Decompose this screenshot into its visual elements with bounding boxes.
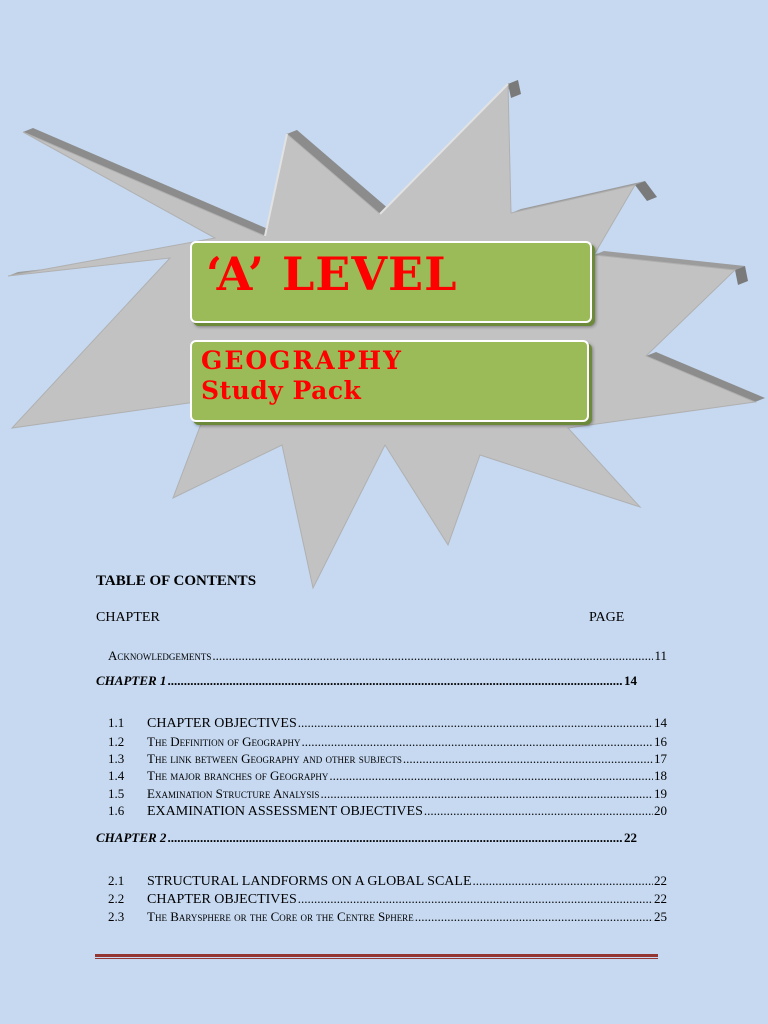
toc-entry-page: 17 — [654, 751, 667, 766]
toc-entry-label: STRUCTURAL LANDFORMS ON A GLOBAL SCALE — [147, 874, 472, 889]
toc-entry-label: Examination Structure Analysis — [147, 786, 320, 801]
toc-entry-label: The link between Geography and other subjects — [147, 751, 402, 766]
toc-entry-page: 20 — [654, 803, 667, 818]
toc-entry-number: 2.1 — [108, 873, 125, 888]
toc-entry-page: 19 — [654, 786, 667, 801]
toc-entry-label: CHAPTER OBJECTIVES — [147, 716, 297, 731]
toc-entry-label: CHAPTER OBJECTIVES — [147, 892, 297, 907]
dot-leader — [212, 648, 653, 664]
toc-entry-page: 14 — [654, 715, 667, 730]
footer-rule — [95, 954, 658, 957]
toc-entry-label: The Barysphere or the Core or the Centre Sphere — [147, 909, 414, 924]
toc-entry-label: EXAMINATION ASSESSMENT OBJECTIVES — [147, 804, 423, 819]
toc-chapter-page: 14 — [624, 673, 637, 688]
toc-entry-label: The Definition of Geography — [147, 734, 301, 749]
dot-leader — [298, 891, 653, 907]
toc-entry-number: 1.3 — [108, 751, 125, 766]
footer-rule-thin — [95, 958, 658, 959]
toc-entry-number: 1.6 — [108, 803, 125, 818]
toc-entry-page: 25 — [654, 909, 667, 924]
dot-leader — [329, 768, 653, 784]
column-header-chapter: CHAPTER — [96, 610, 160, 625]
toc-chapter-page: 22 — [624, 830, 637, 845]
toc-chapter-label: CHAPTER 2 — [96, 830, 167, 845]
toc-entry-number: 2.3 — [108, 909, 125, 924]
toc-entry-number: 1.4 — [108, 768, 125, 783]
toc-chapter-2[interactable] — [96, 830, 637, 846]
dot-leader — [424, 803, 653, 819]
toc-entry-1-2[interactable] — [108, 734, 667, 750]
toc-entry-number: 1.5 — [108, 786, 125, 801]
toc-entry-1-4[interactable] — [108, 768, 667, 784]
dot-leader — [473, 873, 654, 889]
dot-leader — [301, 734, 653, 750]
toc-chapter-1[interactable] — [96, 673, 637, 689]
title-banner — [190, 241, 592, 323]
subtitle-line1: GEOGRAPHY — [201, 346, 403, 375]
dot-leader — [403, 751, 653, 767]
toc-entry-page: 22 — [654, 873, 667, 888]
column-header-page: PAGE — [589, 610, 625, 625]
toc-entry-1-6[interactable] — [108, 803, 667, 820]
toc-entry-2-2[interactable] — [108, 891, 667, 908]
dot-leader — [415, 909, 653, 925]
toc-entry-number: 2.2 — [108, 891, 125, 906]
toc-title: TABLE OF CONTENTS — [96, 573, 257, 589]
dot-leader — [167, 673, 623, 689]
toc-chapter-label: CHAPTER 1 — [96, 673, 167, 688]
toc-entry-label: The major branches of Geography — [147, 768, 329, 783]
toc-entry-number: 1.1 — [108, 715, 125, 730]
toc-entry-1-3[interactable] — [108, 751, 667, 767]
toc-entry-page: 22 — [654, 891, 667, 906]
toc-entry-number: 1.2 — [108, 734, 125, 749]
toc-entry-1-1[interactable] — [108, 715, 667, 732]
toc-entry-2-3[interactable] — [108, 909, 667, 925]
toc-entry-page: 16 — [654, 734, 667, 749]
subtitle-line2: Study Pack — [201, 376, 362, 405]
dot-leader — [167, 830, 623, 846]
title-text: ‘A’ LEVEL — [206, 247, 458, 301]
toc-entry-label: Acknowledgements — [108, 648, 212, 663]
toc-entry-1-5[interactable] — [108, 786, 667, 802]
toc-entry-page: 11 — [654, 648, 667, 663]
toc-entry-acknowledgements[interactable] — [108, 648, 667, 664]
toc-entry-page: 18 — [654, 768, 667, 783]
dot-leader — [298, 715, 653, 731]
dot-leader — [320, 786, 653, 802]
toc-entry-2-1[interactable] — [108, 873, 667, 890]
subtitle-banner — [190, 340, 589, 422]
